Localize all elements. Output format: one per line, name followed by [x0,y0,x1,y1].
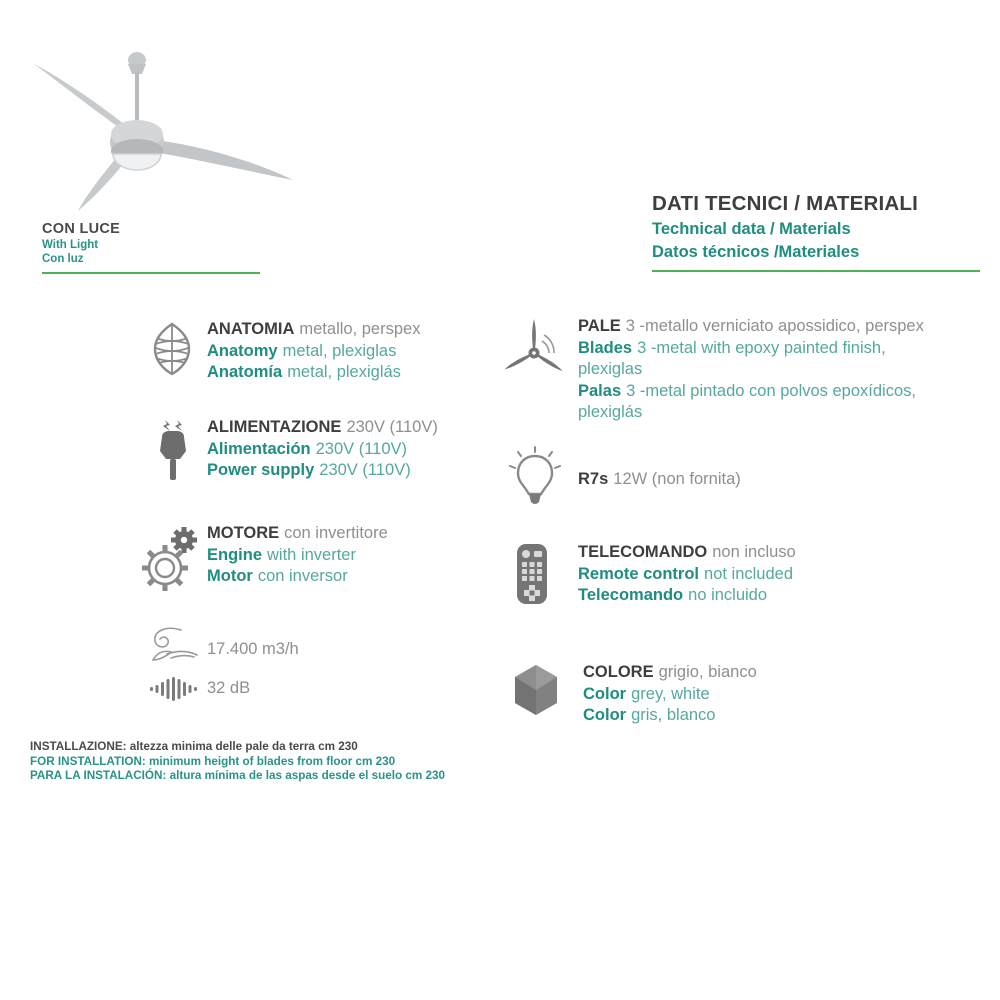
green-divider [652,270,980,272]
anatomy-line-es: Anatomía metal, plexiglás [207,363,401,381]
header-subtitle-en: Technical data / Materials [652,220,851,238]
installation-en: FOR INSTALLATION: minimum height of blades from floor cm 230 [30,754,396,768]
hexagon-color-icon [511,663,561,717]
light-bulb-icon [509,446,561,508]
remote-line-es: Telecomando no incluido [578,586,768,604]
motor-line-es: Motor con inversor [207,567,348,585]
green-divider [42,272,260,274]
installation-note [30,740,445,784]
header-subtitle-es: Datos técnicos /Materiales [652,243,860,261]
motor-line-en: Engine with inverter [207,545,356,564]
ceiling-fan-image [25,38,340,216]
color-line-en: Color grey, white [583,684,710,703]
anatomy-line-en: Anatomy metal, plexiglas [207,341,397,360]
blades-line-es: Palas 3 -metal pintado con polvos epoxídicos, plexiglás [578,381,916,421]
remote-control-icon [515,543,549,605]
header-title: DATI TECNICI / MATERIALI [652,192,918,215]
blades-line-it: PALE 3 -metallo verniciato apossidico, perspex [578,317,924,335]
product-title: CON LUCE [42,221,121,237]
airflow-value: 17.400 m3/h [207,640,299,658]
product-label-block [42,221,260,274]
motor-line-it: MOTORE con invertitore [207,524,388,542]
propeller-icon [500,317,568,385]
blades-section [578,316,950,424]
color-line-es: Color gris, blanco [583,706,716,724]
noise-value: 32 dB [207,679,251,697]
airflow-section [207,639,299,661]
wind-icon [147,626,199,672]
remote-line-it: TELECOMANDO non incluso [578,543,796,561]
power-line-es: Alimentación 230V (110V) [207,439,408,458]
lamp-line: R7s 12W (non fornita) [578,470,741,488]
product-photo [25,38,340,216]
sound-level-icon [149,677,197,701]
power-line-en: Power supply 230V (110V) [207,461,411,479]
color-line-it: COLORE grigio, bianco [583,663,757,681]
power-plug-icon [153,419,193,481]
color-section [583,662,757,727]
blades-line-en: Blades 3 -metal with epoxy painted finish, plexiglas [578,338,886,378]
motor-section [207,523,388,588]
product-subtitle-en: With Light [42,239,99,251]
anatomy-icon [147,321,197,377]
lamp-section [578,469,741,491]
anatomy-line-it: ANATOMIA metallo, perspex [207,320,421,338]
section-header [652,192,980,272]
product-subtitle-es: Con luz [42,253,84,265]
noise-section [207,678,250,700]
power-section [207,417,438,482]
power-line-it: ALIMENTAZIONE 230V (110V) [207,418,438,436]
installation-it: INSTALLAZIONE: altezza minima delle pale da terra cm 230 [30,740,358,753]
remote-section [578,542,796,607]
installation-es: PARA LA INSTALACIÓN: altura mínima de las aspas desde el suelo cm 230 [30,769,446,782]
remote-line-en: Remote control not included [578,564,794,583]
gears-icon [140,520,202,594]
anatomy-section [207,319,420,384]
